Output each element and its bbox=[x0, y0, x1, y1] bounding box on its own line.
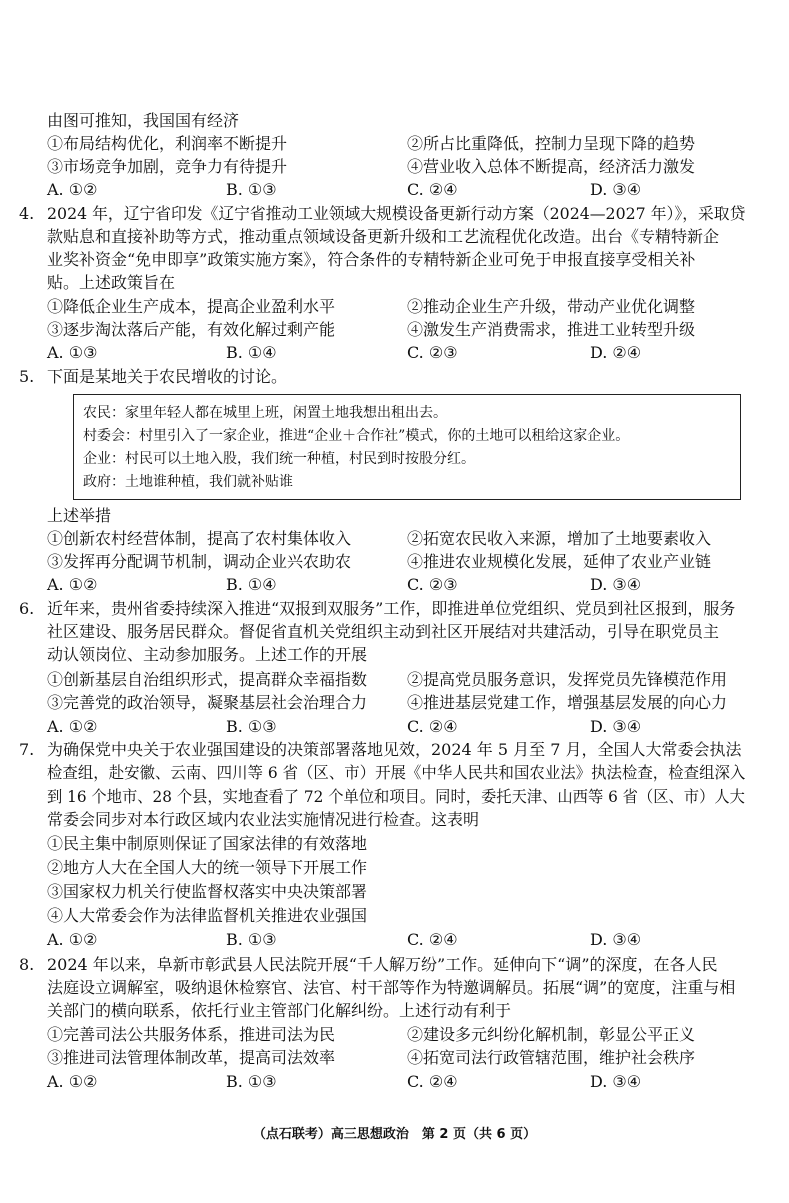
q5-option-3: ③发挥再分配调节机制，调动企业兴农助农 bbox=[47, 552, 352, 571]
q6-option-1: ①创新基层自治组织形式，提高群众幸福指数 bbox=[47, 670, 368, 689]
q6-answer-d: D. ③④ bbox=[590, 717, 642, 736]
q3-answer-b: B. ①③ bbox=[226, 180, 277, 199]
q6-line-2: 社区建设、服务居民群众。督促省直机关党组织主动到社区开展结对共建活动，引导在职党员主 bbox=[47, 622, 720, 641]
dialogue-box bbox=[73, 394, 741, 500]
dialogue-farmer: 农民：家里年轻人都在城里上班，闲置土地我想出租出去。 bbox=[83, 405, 447, 421]
q8-option-2: ②建设多元纠纷化解机制，彰显公平正义 bbox=[407, 1025, 696, 1044]
q4-answer-d: D. ②④ bbox=[590, 343, 642, 362]
q7-option-3: ③国家权力机关行使监督权落实中央决策部署 bbox=[47, 882, 368, 901]
q3-answer-d: D. ③④ bbox=[590, 180, 642, 199]
q7-line-4: 常委会同步对本行政区域内农业法实施情况进行检查。这表明 bbox=[47, 810, 480, 829]
q7-option-1: ①民主集中制原则保证了国家法律的有效落地 bbox=[47, 834, 368, 853]
q6-option-4: ④推进基层党建工作，增强基层发展的向心力 bbox=[407, 693, 728, 712]
q6-number: 6. bbox=[19, 599, 35, 618]
q5-option-1: ①创新农村经营体制，提高了农村集体收入 bbox=[47, 529, 352, 548]
q7-line-1: 为确保党中央关于农业强国建设的决策部署落地见效，2024 年 5 月至 7 月，全国人大常委会执法 bbox=[47, 740, 742, 759]
q5-answer-c: C. ②③ bbox=[407, 575, 458, 594]
q6-answer-a: A. ①② bbox=[47, 717, 98, 736]
q8-line-3: 关部门的横向联系，依托行业主管部门化解纠纷。上述行动有利于 bbox=[47, 1001, 512, 1020]
q8-answer-c: C. ②④ bbox=[407, 1072, 458, 1091]
q5-stem: 下面是某地关于农民增收的讨论。 bbox=[47, 367, 288, 386]
q4-line-4: 贴。上述政策旨在 bbox=[47, 273, 176, 292]
q3-answer-c: C. ②④ bbox=[407, 180, 458, 199]
q6-answer-c: C. ②④ bbox=[407, 717, 458, 736]
q5-answer-b: B. ①④ bbox=[226, 575, 277, 594]
q4-line-1: 2024 年，辽宁省印发《辽宁省推动工业领域大规模设备更新行动方案（2024—2027 年）》，采取贷 bbox=[47, 204, 746, 223]
page-footer: （点石联考）高三思想政治 第 2 页（共 6 页） bbox=[252, 1127, 537, 1142]
q4-option-1: ①降低企业生产成本，提高企业盈利水平 bbox=[47, 297, 336, 316]
q4-answer-b: B. ①④ bbox=[226, 343, 277, 362]
q7-line-3: 到 16 个地市、28 个县，实地查看了 72 个单位和项目。同时，委托天津、山西等 6 省（区、市）人大 bbox=[47, 787, 745, 806]
dialogue-enterprise: 企业：村民可以土地入股，我们统一种植，村民到时按股分红。 bbox=[83, 451, 475, 467]
q8-option-1: ①完善司法公共服务体系，推进司法为民 bbox=[47, 1025, 336, 1044]
q6-answer-b: B. ①③ bbox=[226, 717, 277, 736]
q3-option-4: ④营业收入总体不断提高，经济活力激发 bbox=[407, 157, 696, 176]
q5-option-4: ④推进农业规模化发展，延伸了农业产业链 bbox=[407, 552, 712, 571]
q4-option-2: ②推动企业生产升级，带动产业优化调整 bbox=[407, 297, 696, 316]
q8-option-3: ③推进司法管理体制改革，提高司法效率 bbox=[47, 1048, 336, 1067]
q8-line-1: 2024 年以来，阜新市彰武县人民法院开展“千人解万纷”工作。延伸向下“调”的深度，在各人民 bbox=[47, 955, 718, 974]
q8-line-2: 法庭设立调解室，吸纳退休检察官、法官、村干部等作为特邀调解员。拓展“调”的宽度，注重与相 bbox=[47, 978, 736, 997]
q6-option-2: ②提高党员服务意识，发挥党员先锋模范作用 bbox=[407, 670, 728, 689]
q3-option-1: ①布局结构优化，利润率不断提升 bbox=[47, 134, 288, 153]
q4-line-3: 业奖补资金“免申即享”政策实施方案》，符合条件的专精特新企业可免于申报直接享受相关补 bbox=[47, 250, 696, 269]
q7-number: 7. bbox=[19, 740, 35, 759]
q7-line-2: 检查组，赴安徽、云南、四川等 6 省（区、市）开展《中华人民共和国农业法》执法检查，检查组深入 bbox=[47, 763, 746, 782]
q7-option-4: ④人大常委会作为法律监督机关推进农业强国 bbox=[47, 906, 368, 925]
q5-number: 5. bbox=[19, 367, 35, 386]
q7-answer-d: D. ③④ bbox=[590, 930, 642, 949]
q7-answer-c: C. ②④ bbox=[407, 930, 458, 949]
q6-line-1: 近年来，贵州省委持续深入推进“双报到双服务”工作，即推进单位党组织、党员到社区报到，服务 bbox=[47, 599, 736, 618]
q7-option-2: ②地方人大在全国人大的统一领导下开展工作 bbox=[47, 858, 368, 877]
q4-option-4: ④激发生产消费需求，推进工业转型升级 bbox=[407, 320, 696, 339]
dialogue-government: 政府：土地谁种植，我们就补贴谁 bbox=[83, 474, 293, 490]
q7-answer-a: A. ①② bbox=[47, 930, 98, 949]
q4-line-2: 款贴息和直接补助等方式，推动重点领域设备更新升级和工艺流程优化改造。出台《专精特新企 bbox=[47, 227, 720, 246]
q8-answer-d: D. ③④ bbox=[590, 1072, 642, 1091]
q3-stem: 由图可推知，我国国有经济 bbox=[47, 111, 240, 130]
q4-number: 4. bbox=[19, 204, 35, 223]
q4-answer-a: A. ①③ bbox=[47, 343, 98, 362]
q8-answer-b: B. ①③ bbox=[226, 1072, 277, 1091]
q7-answer-b: B. ①③ bbox=[226, 930, 277, 949]
q8-option-4: ④拓宽司法行政管辖范围，维护社会秩序 bbox=[407, 1048, 696, 1067]
q5-option-2: ②拓宽农民收入来源，增加了土地要素收入 bbox=[407, 529, 712, 548]
q3-option-2: ②所占比重降低，控制力呈现下降的趋势 bbox=[407, 134, 696, 153]
dialogue-village-committee: 村委会：村里引入了一家企业，推进“企业＋合作社”模式，你的土地可以租给这家企业。 bbox=[83, 428, 630, 444]
q5-answer-a: A. ①② bbox=[47, 575, 98, 594]
q8-answer-a: A. ①② bbox=[47, 1072, 98, 1091]
q6-option-3: ③完善党的政治领导，凝聚基层社会治理合力 bbox=[47, 693, 368, 712]
q6-line-3: 动认领岗位、主动参加服务。上述工作的开展 bbox=[47, 645, 368, 664]
q4-answer-c: C. ②③ bbox=[407, 343, 458, 362]
q3-answer-a: A. ①② bbox=[47, 180, 98, 199]
q5-lead: 上述举措 bbox=[47, 506, 112, 525]
q4-option-3: ③逐步淘汰落后产能，有效化解过剩产能 bbox=[47, 320, 336, 339]
q8-number: 8. bbox=[19, 955, 35, 974]
q5-answer-d: D. ③④ bbox=[590, 575, 642, 594]
q3-option-3: ③市场竞争加剧，竞争力有待提升 bbox=[47, 157, 288, 176]
